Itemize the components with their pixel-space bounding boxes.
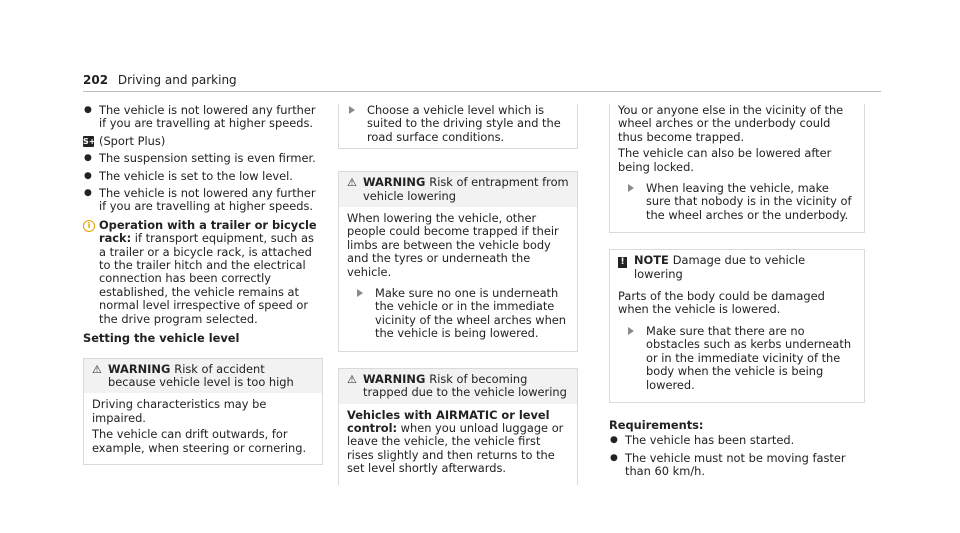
warning-triangle-icon: ⚠ xyxy=(92,362,102,376)
bullet-icon: ● xyxy=(610,452,618,463)
arrow-icon xyxy=(628,327,634,335)
sport-plus-icon: S+ xyxy=(83,137,96,147)
sport-plus-mode-line xyxy=(83,135,323,148)
continued-warning-box: You or anyone else in the vicinity of the wheel arches or the underbody could thus become trapped. The vehicle can also be lowered after being locked. When leaving the vehicle, make sure that nobody is in the vicinity of the wheel arches or the underbody. xyxy=(609,104,865,233)
column-3 xyxy=(609,104,865,483)
arrow-icon xyxy=(628,184,634,192)
warning-subtitle: Risk of accident because vehicle level is too high xyxy=(108,361,294,389)
list-item: ● The vehicle is not lowered any further if you are travelling at higher speeds. xyxy=(84,103,316,131)
page-number: 202 xyxy=(83,73,109,87)
page-header xyxy=(83,74,237,87)
warning-body: Vehicles with AIRMATIC or level control: when you unload luggage or leave the vehicle, the vehicle first rises slightly and then returns to the set level shortly afterwards. xyxy=(347,407,564,476)
notice-body: Parts of the body could be damaged when the vehicle is lowered. Make sure that there are no obstacles such as kerbs underneath or in the immediate vicinity of the body when the vehicle is being lowered. xyxy=(610,285,864,402)
action-step: Make sure no one is underneath the vehicle or in the immediate vicinity of the wheel arches when the vehicle is being lowered. xyxy=(353,287,569,341)
notice-box xyxy=(609,249,865,403)
notice-title: NOTE xyxy=(634,253,669,268)
warning-title: WARNING xyxy=(363,175,426,190)
header-divider xyxy=(83,91,881,92)
notice-header xyxy=(610,250,864,285)
warning-header xyxy=(339,369,577,404)
column-1 xyxy=(83,104,323,481)
arrow-icon xyxy=(357,289,363,297)
notice-icon: ! xyxy=(618,257,627,268)
warning-header xyxy=(84,359,322,394)
list-item: ● The vehicle is set to the low level. xyxy=(84,168,293,183)
warning-box xyxy=(83,358,323,465)
page-section-title: Driving and parking xyxy=(117,73,237,87)
action-step: When leaving the vehicle, make sure that nobody is in the vicinity of the wheel arches or the underbody. xyxy=(624,182,856,222)
notice-subtitle: Damage due to vehicle lowering xyxy=(634,253,806,281)
warning-body: Driving characteristics may be impaired. The vehicle can drift outwards, for example, when steering or cornering. xyxy=(92,397,307,455)
requirements-title: Requirements: xyxy=(609,417,704,432)
warning-triangle-icon: ⚠ xyxy=(347,372,357,386)
section-title: Setting the vehicle level xyxy=(83,331,240,346)
trailer-note: i Operation with a trailer or bicycle rack: if transport equipment, such as a trailer or a bicycle rack, is attached to the trailer hitch and the electrical connection has been correctly established, the vehicle remains at normal level irrespective of speed or the drive program selected. xyxy=(83,219,323,326)
bullet-icon: ● xyxy=(84,188,92,199)
bullet-icon: ● xyxy=(84,105,92,115)
warning-box xyxy=(338,171,578,351)
list-item: ● The suspension setting is even firmer. xyxy=(84,151,316,166)
arrow-icon xyxy=(349,106,355,114)
warning-title: WARNING xyxy=(108,361,171,376)
warning-body: When lowering the vehicle, other people could become trapped if their limbs are between the vehicle body and the tyres or underneath the vehicle. Make sure no one is underneath the vehicle or in the immediate vicinity of the wheel arches when the vehicle is being lowered. xyxy=(339,207,577,351)
bullet-icon: ● xyxy=(84,153,92,164)
column-2 xyxy=(338,104,578,501)
warning-triangle-icon: ⚠ xyxy=(347,176,357,190)
action-step: Make sure that there are no obstacles such as kerbs underneath or in the immediate vicinity of the body when the vehicle is being lowered. xyxy=(624,325,856,392)
action-step: Choose a vehicle level which is suited to the driving style and the road surface conditions. xyxy=(345,104,577,144)
info-icon: i xyxy=(83,220,95,232)
list-item: ● The vehicle must not be moving faster than 60 km/h. xyxy=(610,450,846,479)
list-item: ● The vehicle is not lowered any further if you are travelling at higher speeds. xyxy=(84,186,316,214)
action-box xyxy=(338,104,578,149)
warning-header xyxy=(339,172,577,207)
bullet-icon: ● xyxy=(84,170,92,181)
sport-plus-label: (Sport Plus) xyxy=(99,133,166,148)
list-item: ● The vehicle has been started. xyxy=(610,433,795,448)
warning-box xyxy=(338,368,578,485)
warning-subtitle: Risk of becoming trapped due to the vehicle lowering xyxy=(363,371,567,400)
warning-subtitle: Risk of entrapment from vehicle lowering xyxy=(363,175,569,203)
warning-title: WARNING xyxy=(363,371,426,386)
bullet-icon: ● xyxy=(610,435,618,446)
